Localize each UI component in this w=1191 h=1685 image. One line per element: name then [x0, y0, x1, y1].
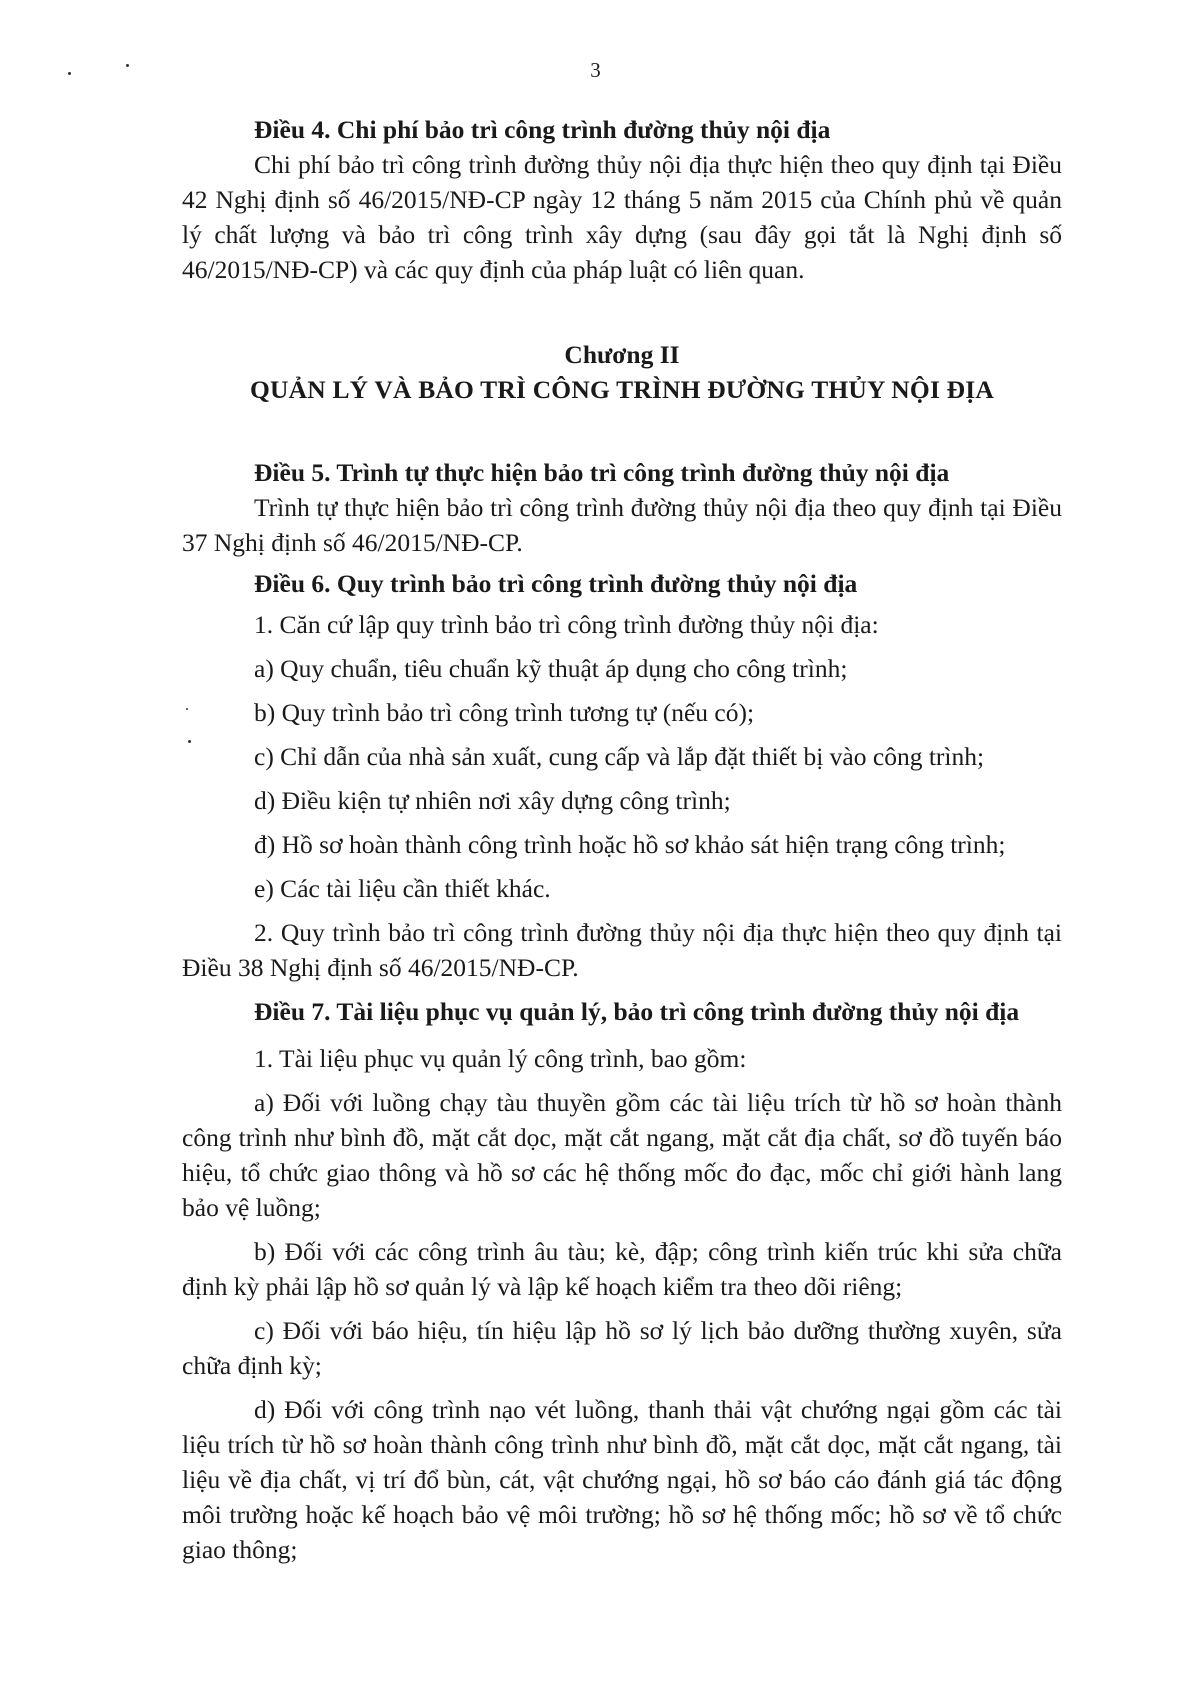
article-6-item-d: d) Điều kiện tự nhiên nơi xây dựng công trình;: [254, 786, 731, 815]
article-6-item-c: c) Chỉ dẫn của nhà sản xuất, cung cấp và lắp đặt thiết bị vào công trình;: [254, 742, 985, 771]
article-6-clause-2: 2. Quy trình bảo trì công trình đường thủy nội địa thực hiện theo quy định tại Điều 38 Nghị định số 46/2015/NĐ-CP.: [182, 918, 1062, 982]
article-6-item-b: b) Quy trình bảo trì công trình tương tự (nếu có);: [254, 698, 755, 727]
article-4-body: Chi phí bảo trì công trình đường thủy nội địa thực hiện theo quy định tại Điều 42 Nghị định số 46/2015/NĐ-CP ngày 12 tháng 5 năm 2015 của Chính phủ về quản lý chất lượng và bảo trì công trình xây dựng (sau đây gọi tắt là Nghị định số 46/2015/NĐ-CP) và các quy định của pháp luật có liên quan.: [182, 150, 1062, 284]
article-6-item-a: a) Quy chuẩn, tiêu chuẩn kỹ thuật áp dụng cho công trình;: [254, 654, 848, 683]
article-7-item-d: d) Đối với công trình nạo vét luồng, thanh thải vật chướng ngại gồm các tài liệu trích từ hồ sơ hoàn thành công trình như bình đồ, mặt cắt dọc, mặt cắt ngang, tài liệu về địa chất, vị trí đổ bùn, cát, vật chướng ngại, hồ sơ báo cáo đánh giá tác động môi trường hoặc kế hoạch bảo vệ môi trường; hồ sơ hệ thống mốc; hồ sơ về tổ chức giao thông;: [182, 1395, 1062, 1564]
article-5-heading: Điều 5. Trình tự thực hiện bảo trì công trình đường thủy nội địa: [254, 458, 950, 487]
article-7-clause-1: 1. Tài liệu phục vụ quản lý công trình, bao gồm:: [254, 1044, 747, 1073]
article-4-heading: Điều 4. Chi phí bảo trì công trình đường thủy nội địa: [254, 115, 831, 144]
article-6-item-dd: đ) Hồ sơ hoàn thành công trình hoặc hồ sơ khảo sát hiện trạng công trình;: [254, 830, 1006, 859]
article-7-item-a: a) Đối với luồng chạy tàu thuyền gồm các tài liệu trích từ hồ sơ hoàn thành công trình như bình đồ, mặt cắt dọc, mặt cắt ngang, mặt cắt địa chất, sơ đồ tuyến báo hiệu, tổ chức giao thông và hồ sơ các hệ thống mốc đo đạc, mốc chỉ giới hành lang bảo vệ luồng;: [182, 1088, 1062, 1222]
article-7-item-c: c) Đối với báo hiệu, tín hiệu lập hồ sơ lý lịch bảo dưỡng thường xuyên, sửa chữa định kỳ;: [182, 1316, 1062, 1380]
article-7-heading: Điều 7. Tài liệu phục vụ quản lý, bảo trì công trình đường thủy nội địa: [254, 997, 1020, 1026]
document-body: [182, 112, 1062, 1576]
article-6-clause-1: 1. Căn cứ lập quy trình bảo trì công trình đường thủy nội địa:: [254, 610, 879, 639]
article-7-item-b: b) Đối với các công trình âu tàu; kè, đập; công trình kiến trúc khi sửa chữa định kỳ phải lập hồ sơ quản lý và lập kế hoạch kiểm tra theo dõi riêng;: [182, 1237, 1062, 1301]
article-6-heading: Điều 6. Quy trình bảo trì công trình đường thủy nội địa: [254, 569, 858, 598]
chapter-number: Chương II: [564, 340, 680, 369]
article-6-item-e: e) Các tài liệu cần thiết khác.: [254, 874, 551, 903]
chapter-title: QUẢN LÝ VÀ BẢO TRÌ CÔNG TRÌNH ĐƯỜNG THỦY NỘI ĐỊA: [250, 375, 994, 404]
page-number: 3: [590, 58, 601, 82]
article-5-body: Trình tự thực hiện bảo trì công trình đường thủy nội địa theo quy định tại Điều 37 Nghị định số 46/2015/NĐ-CP.: [182, 493, 1062, 557]
